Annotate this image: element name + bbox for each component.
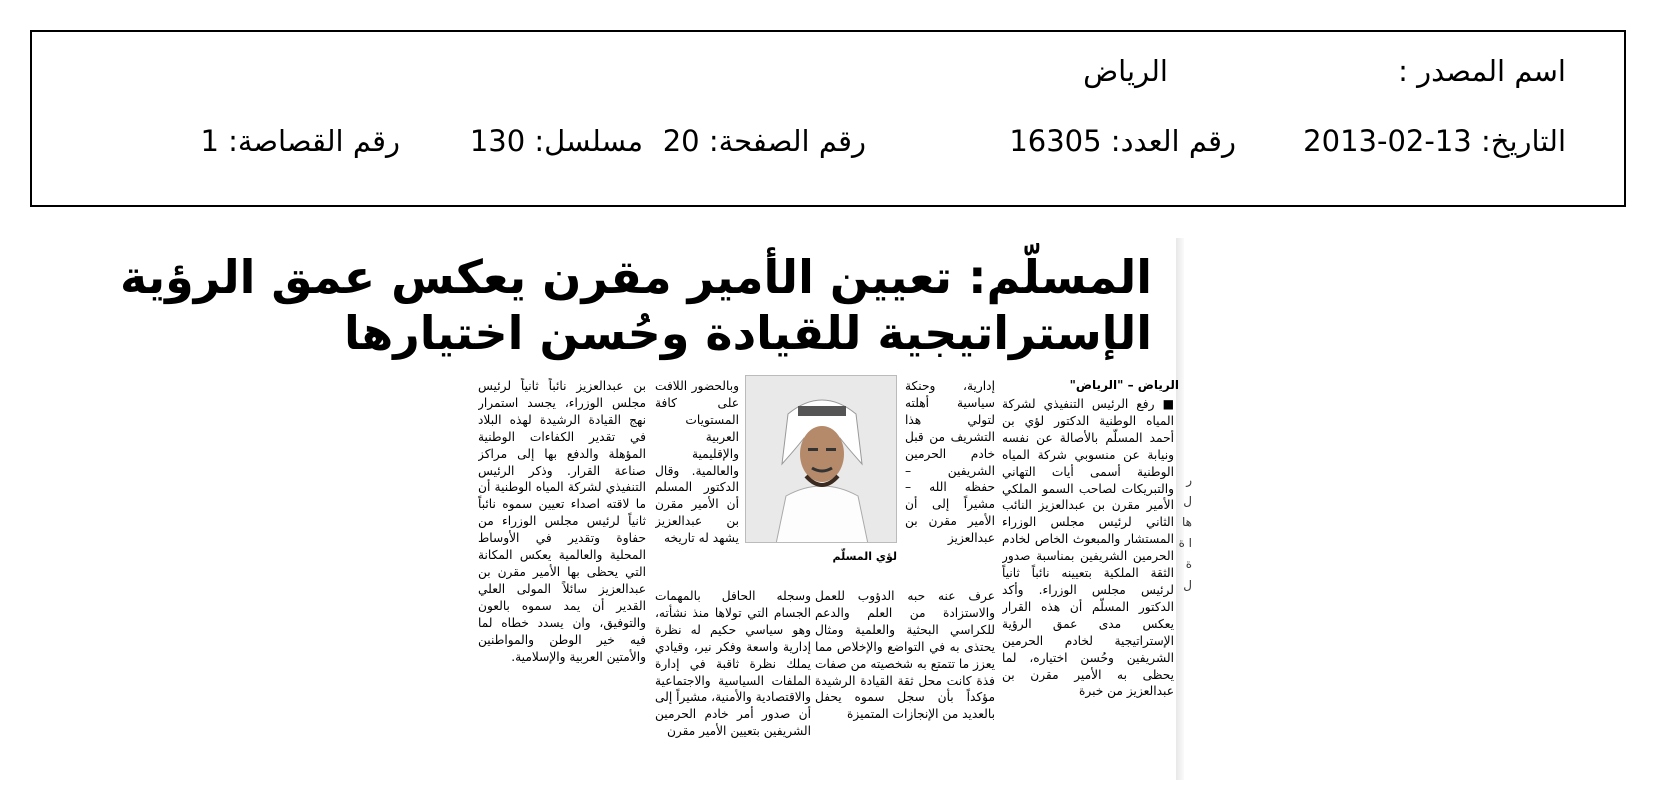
source-label: اسم المصدر : [1398, 54, 1566, 88]
date-field: التاريخ: 13-02-2013 [1303, 124, 1566, 158]
serial-field: مسلسل: 130 [469, 124, 643, 158]
article-column-2-upper: إدارية، وحنكة سياسية أهلته لتولي هذا التشريف من قبل خادم الحرمين الشريفين – حفظه الله – مشيراً إلى أن الأمير مقرن بن عبدالعزيز [905, 379, 995, 546]
headline-line-2: الإستراتيجية للقيادة وحُسن اختيارها [344, 306, 1152, 360]
article-column-4: بن عبدالعزيز نائباً ثانياً لرئيس مجلس الوزراء، يجسد استمرار نهج القيادة الرشيدة لهذه البلاد في تقدير الكفاءات الوطنية المؤهلة والدفع بها إلى مراكز صناعة القرار. وذكر الرئيس التنفيذي لشركة المياه الوطنية أن ما لاقته اصداء تعيين سموه نائباً ثانياً لرئيس مجلس الوزراء من حفاوة وتقدير في الأوساط المحلية والعالمية يعكس المكانة التي يحظى بها الأمير مقرن بن عبدالعزيز سائلاً المولى العلي القدير أن يمد سموه بالعون والتوفيق، وان يسدد خطاه لما فيه خير الوطن والمواطنين والأمتين العربية والإسلامية. [478, 379, 646, 664]
portrait-photo [745, 375, 897, 543]
article-column-1: ■ رفع الرئيس التنفيذي لشركة المياه الوطنية الدكتور لؤي بن أحمد المسلّم بالأصالة عن نفسه ونيابة عن منسوبي شركة المياه الوطنية أسمى أيات التهاني والتبريكات لصاحب السمو الملكي الأمير مقرن بن عبدالعزيز النائب الثاني لرئيس مجلس الوزراء المستشار والمبعوث الخاص لخادم الحرمين الشريفين بمناسبة صدور الثقة الملكية بتعيينه نائباً ثانياً لرئيس مجلس الوزراء. وأكد الدكتور المسلّم أن هذه القرار يعكس مدى عمق الرؤية الإستراتيجية لخادم الحرمين الشريفين وحُسن اختياره، لما يحظى به الأمير مقرن بن عبدالعزيز من خبرة [1002, 397, 1174, 699]
clip-info-box [30, 30, 1626, 207]
article-column-3-upper: وبالحضور اللافت على كافة المستويات العربية والإقليمية والعالمية. وقال الدكتور المسلم أن الأمير مقرن بن عبدالعزيز يشهد له تاريخه [655, 379, 739, 546]
source-value: الرياض [1083, 54, 1168, 88]
clip-number-field: رقم القصاصة: 1 [200, 124, 400, 158]
adjacent-article-fragment: ر ل ها ا ة ة ل [1178, 473, 1192, 592]
photo-caption: لؤي المسلّم [832, 550, 897, 563]
article-column-2-lower: عرف عنه حبه الدؤوب للعمل والاستزادة من العلم والدعم للكراسي البحثية والعلمية ومثال يحتذى به في التواضع والإخلاص مما يعزز ما تتمتع به شخصيته من صفات فذة كانت محل ثقة القيادة الرشيدة مؤكداً بأن سجل سموه يحفل بالعديد من الإنجازات المتميزة [815, 589, 995, 722]
portrait-icon [746, 376, 897, 543]
headline-line-1: المسلّم: تعيين الأمير مقرن يعكس عمق الرؤية [119, 250, 1152, 304]
article-column-3-lower: وسجله الحافل بالمهمات الجسام التي تولاها منذ نشأته، وهو سياسي حكيم له نظرة إدارية واسعة وفكر نير، وقيادي يملك نظرة ثاقبة في إدارة الملفات السياسية والاجتماعية والاقتصادية والأمنية، مشيراً إلى أن صدور أمر خادم الحرمين الشريفين بتعيين الأمير مقرن [655, 589, 811, 739]
page-field: رقم الصفحة: 20 [662, 124, 866, 158]
byline: الرياض – "الرياض" [1069, 378, 1179, 392]
issue-field: رقم العدد: 16305 [1009, 124, 1236, 158]
